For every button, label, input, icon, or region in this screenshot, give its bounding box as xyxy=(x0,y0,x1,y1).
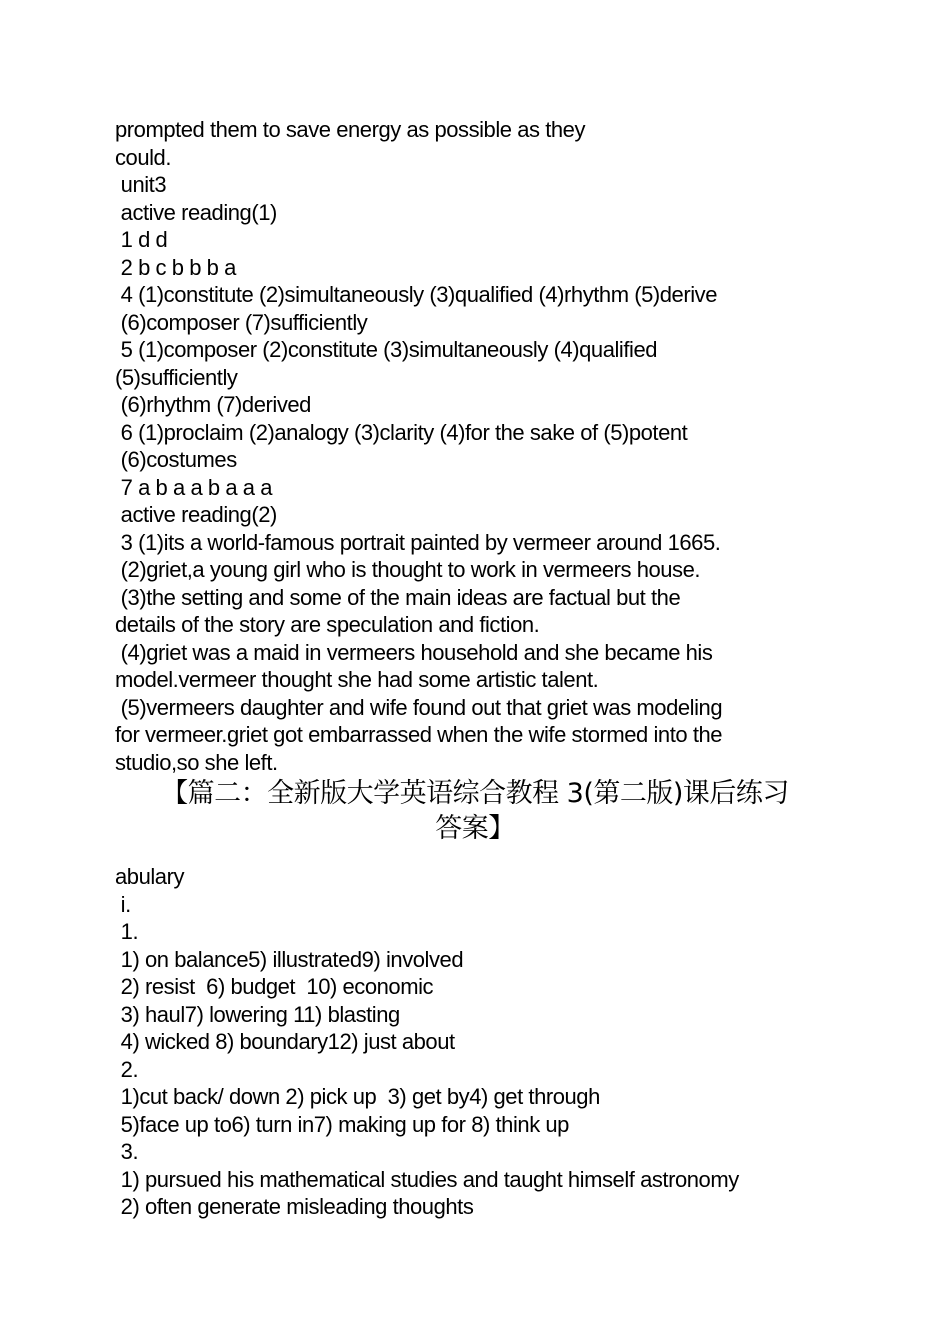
text-line: (3)the setting and some of the main ideas are factual but the xyxy=(115,584,681,610)
text-line: 4) wicked 8) boundary12) just about xyxy=(115,1029,455,1054)
answer-text-block-vocabulary xyxy=(115,863,835,1221)
text-line: 1) on balance5) illustrated9) involved xyxy=(115,946,464,972)
section-heading-line: 答案】 xyxy=(435,813,515,844)
text-line: prompted them to save energy as possible as they xyxy=(115,117,586,142)
text-line: 3) haul7) lowering 11) blasting xyxy=(115,1001,400,1027)
answer-text-block-unit3 xyxy=(115,116,835,776)
text-line: abulary xyxy=(115,864,185,889)
section-label: active reading(1) xyxy=(115,199,277,225)
text-line: 5 (1)composer (2)constitute (3)simultaneously (4)qualified xyxy=(115,337,658,362)
text-line: 5)face up to6) turn in7) making up for 8) think up xyxy=(115,1111,569,1137)
text-line: model.vermeer thought she had some artistic talent. xyxy=(115,667,599,692)
text-line: for vermeer.griet got embarrassed when the wife stormed into the xyxy=(115,722,723,747)
text-line: 2. xyxy=(115,1056,139,1082)
text-line: i. xyxy=(115,891,131,917)
text-line: (4)griet was a maid in vermeers household and she became his xyxy=(115,639,713,665)
text-line: 1 d d xyxy=(115,227,168,252)
text-line: (6)composer (7)sufficiently xyxy=(115,309,368,335)
text-line: (5)sufficiently xyxy=(115,364,238,390)
text-line: 1) pursued his mathematical studies and taught himself astronomy xyxy=(115,1166,739,1192)
text-line: 4 (1)constitute (2)simultaneously (3)qualified (4)rhythm (5)derive xyxy=(115,282,717,307)
text-line: details of the story are speculation and fiction. xyxy=(115,612,540,637)
text-line: 3. xyxy=(115,1139,139,1164)
text-line: 6 (1)proclaim (2)analogy (3)clarity (4)for the sake of (5)potent xyxy=(115,419,688,445)
text-line: (5)vermeers daughter and wife found out that griet was modeling xyxy=(115,694,723,720)
text-line: 2) often generate misleading thoughts xyxy=(115,1194,474,1219)
text-line: 1. xyxy=(115,919,139,944)
text-line: 2) resist 6) budget 10) economic xyxy=(115,974,434,999)
unit-label: unit3 xyxy=(115,172,167,197)
section-label: active reading(2) xyxy=(115,502,277,527)
text-line: could. xyxy=(115,144,172,170)
text-line: 2 b c b b b a xyxy=(115,254,236,280)
text-line: (6)rhythm (7)derived xyxy=(115,392,311,417)
section-heading xyxy=(115,776,835,846)
section-heading-line: 【篇二：全新版大学英语综合教程 3(第二版)课后练习 xyxy=(161,778,789,809)
text-line: studio,so she left. xyxy=(115,749,278,775)
text-line: 1)cut back/ down 2) pick up 3) get by4) get through xyxy=(115,1084,600,1109)
text-line: 3 (1)its a world-famous portrait painted by vermeer around 1665. xyxy=(115,529,721,555)
text-line: 7 a b a a b a a a xyxy=(115,474,273,500)
text-line: (6)costumes xyxy=(115,447,237,472)
text-line: (2)griet,a young girl who is thought to work in vermeers house. xyxy=(115,557,701,582)
